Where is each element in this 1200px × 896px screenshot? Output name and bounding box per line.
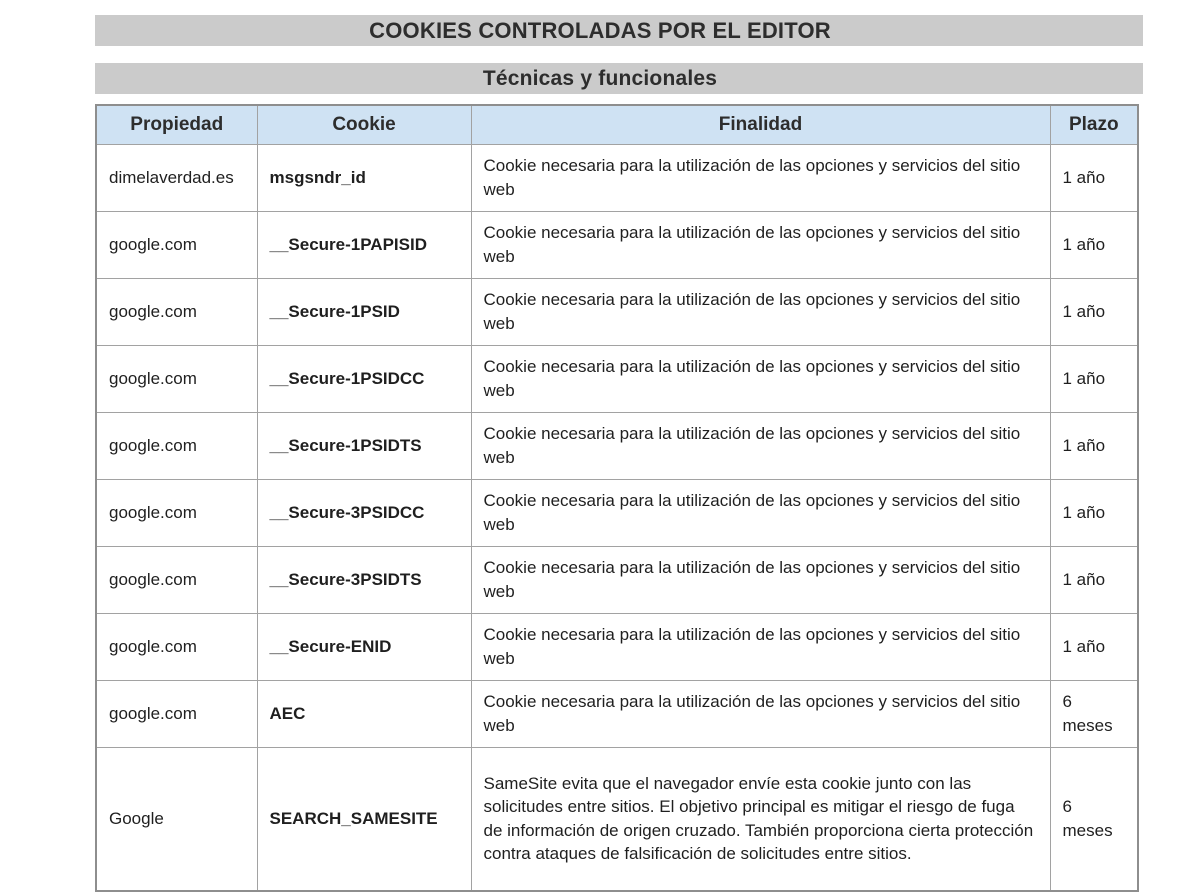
cell-propiedad: google.com bbox=[96, 211, 257, 278]
cell-cookie: __Secure-1PSIDTS bbox=[257, 412, 471, 479]
cell-propiedad: google.com bbox=[96, 680, 257, 747]
cell-cookie: __Secure-1PSID bbox=[257, 278, 471, 345]
cell-plazo: 1 año bbox=[1050, 479, 1138, 546]
table-row bbox=[96, 479, 1138, 546]
subsection-title-bar bbox=[95, 63, 1143, 94]
table-row bbox=[96, 680, 1138, 747]
col-header-plazo: Plazo bbox=[1050, 105, 1138, 144]
cell-propiedad: Google bbox=[96, 747, 257, 891]
cookies-table bbox=[95, 104, 1139, 892]
cell-cookie: __Secure-3PSIDCC bbox=[257, 479, 471, 546]
cell-propiedad: google.com bbox=[96, 278, 257, 345]
table-row bbox=[96, 144, 1138, 211]
cell-cookie: AEC bbox=[257, 680, 471, 747]
col-header-cookie: Cookie bbox=[257, 105, 471, 144]
cell-plazo: 1 año bbox=[1050, 211, 1138, 278]
cell-finalidad: Cookie necesaria para la utilización de las opciones y servicios del sitio web bbox=[471, 613, 1050, 680]
cell-plazo: 1 año bbox=[1050, 144, 1138, 211]
cell-cookie: __Secure-ENID bbox=[257, 613, 471, 680]
cell-cookie: msgsndr_id bbox=[257, 144, 471, 211]
cell-finalidad: Cookie necesaria para la utilización de las opciones y servicios del sitio web bbox=[471, 412, 1050, 479]
table-row bbox=[96, 747, 1138, 891]
table-row bbox=[96, 613, 1138, 680]
cell-propiedad: google.com bbox=[96, 479, 257, 546]
cell-plazo: 1 año bbox=[1050, 613, 1138, 680]
cell-finalidad: Cookie necesaria para la utilización de las opciones y servicios del sitio web bbox=[471, 546, 1050, 613]
cell-plazo: 1 año bbox=[1050, 546, 1138, 613]
cell-propiedad: google.com bbox=[96, 412, 257, 479]
cell-finalidad: Cookie necesaria para la utilización de las opciones y servicios del sitio web bbox=[471, 345, 1050, 412]
cell-plazo: 6 meses bbox=[1050, 747, 1138, 891]
cookies-table-head bbox=[96, 105, 1138, 144]
table-row bbox=[96, 546, 1138, 613]
cell-cookie: SEARCH_SAMESITE bbox=[257, 747, 471, 891]
cell-finalidad: Cookie necesaria para la utilización de las opciones y servicios del sitio web bbox=[471, 211, 1050, 278]
cell-propiedad: google.com bbox=[96, 546, 257, 613]
table-row bbox=[96, 278, 1138, 345]
header-row bbox=[96, 105, 1138, 144]
cell-cookie: __Secure-1PAPISID bbox=[257, 211, 471, 278]
col-header-finalidad: Finalidad bbox=[471, 105, 1050, 144]
table-row bbox=[96, 211, 1138, 278]
table-row bbox=[96, 412, 1138, 479]
cell-cookie: __Secure-1PSIDCC bbox=[257, 345, 471, 412]
cell-plazo: 6 meses bbox=[1050, 680, 1138, 747]
cell-propiedad: google.com bbox=[96, 613, 257, 680]
cookies-table-body bbox=[96, 144, 1138, 891]
cell-finalidad: Cookie necesaria para la utilización de las opciones y servicios del sitio web bbox=[471, 278, 1050, 345]
cell-finalidad: SameSite evita que el navegador envíe esta cookie junto con las solicitudes entre sitios. El objetivo principal es mitigar el riesgo de fuga de información de origen cruzado. También proporciona cierta protección contra ataques de falsificación de solicitudes entre sitios. bbox=[471, 747, 1050, 891]
section-title: COOKIES CONTROLADAS POR EL EDITOR bbox=[369, 17, 831, 43]
table-row bbox=[96, 345, 1138, 412]
subsection-title: Técnicas y funcionales bbox=[482, 66, 718, 90]
cell-cookie: __Secure-3PSIDTS bbox=[257, 546, 471, 613]
col-header-propiedad: Propiedad bbox=[96, 105, 257, 144]
section-title-bar bbox=[95, 15, 1143, 46]
cell-propiedad: google.com bbox=[96, 345, 257, 412]
cell-propiedad: dimelaverdad.es bbox=[96, 144, 257, 211]
cell-finalidad: Cookie necesaria para la utilización de las opciones y servicios del sitio web bbox=[471, 479, 1050, 546]
cell-plazo: 1 año bbox=[1050, 412, 1138, 479]
cell-finalidad: Cookie necesaria para la utilización de las opciones y servicios del sitio web bbox=[471, 144, 1050, 211]
cell-plazo: 1 año bbox=[1050, 278, 1138, 345]
cell-plazo: 1 año bbox=[1050, 345, 1138, 412]
cookie-policy-content bbox=[95, 15, 1143, 892]
cell-finalidad: Cookie necesaria para la utilización de las opciones y servicios del sitio web bbox=[471, 680, 1050, 747]
